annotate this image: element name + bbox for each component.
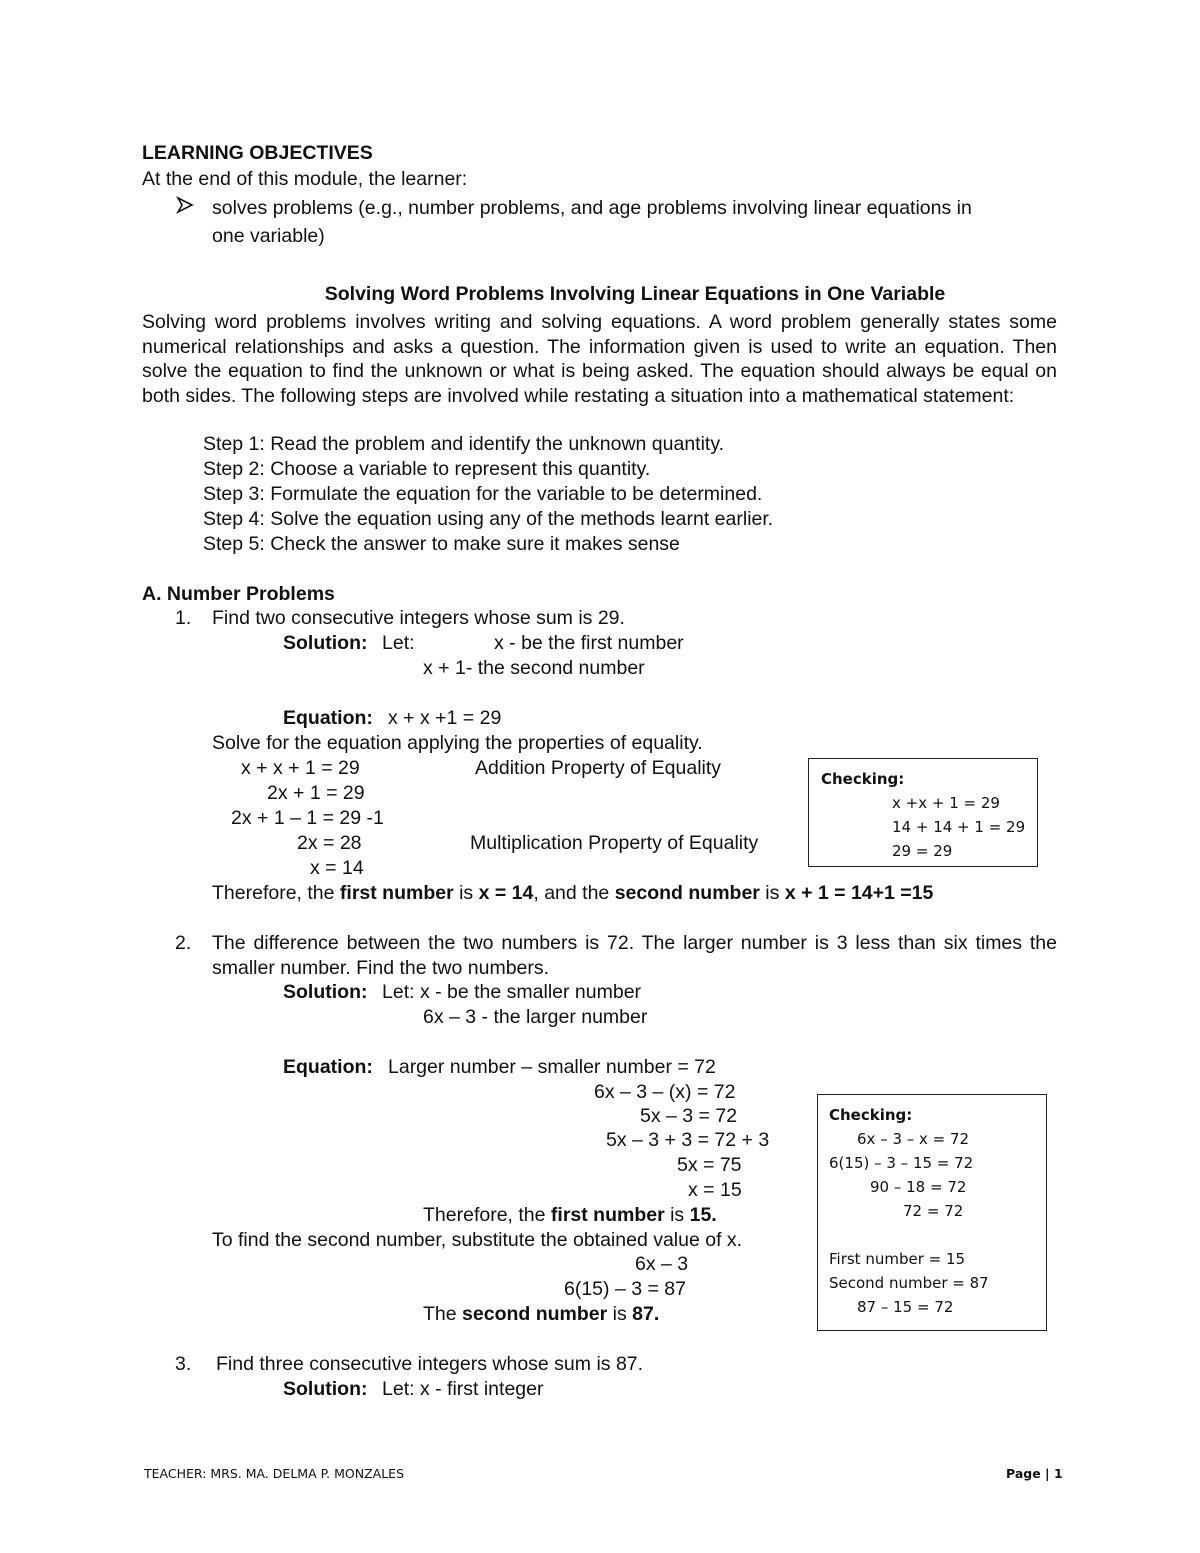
p2-work-5: x = 15 <box>688 1179 742 1201</box>
p2-check-line-5: First number = 15 <box>829 1250 966 1268</box>
p2-substitute-note: To find the second number, substitute the obtained value of x. <box>212 1229 743 1251</box>
p2-check-line-2: 6(15) – 3 – 15 = 72 <box>829 1154 974 1172</box>
p3-let: Let: x - first integer <box>382 1378 544 1400</box>
p1-check-line-1: x +x + 1 = 29 <box>892 794 1000 812</box>
p2-work-2: 5x – 3 = 72 <box>640 1105 738 1127</box>
p1-equation-label: Equation: <box>283 707 373 729</box>
p1-work-4: 2x = 28 <box>297 832 362 854</box>
p1-work-2: 2x + 1 = 29 <box>267 782 365 804</box>
p2-check-line-3: 90 – 18 = 72 <box>870 1178 967 1196</box>
arrow-bullet-icon <box>176 196 194 221</box>
footer-page-label: Page <box>1006 1466 1041 1481</box>
p1-solution-label: Solution: <box>283 632 368 654</box>
footer-page-number: 1 <box>1053 1466 1063 1481</box>
p2-check-line-7: 87 – 15 = 72 <box>857 1298 954 1316</box>
p2-therefore-second: The second number is 87. <box>423 1303 660 1325</box>
p2-number: 2. <box>175 932 192 954</box>
p2-sub-work-2: 6(15) – 3 = 87 <box>564 1278 686 1300</box>
p2-checking-box <box>817 1094 1047 1331</box>
p2-work-4: 5x = 75 <box>677 1154 742 1176</box>
p2-work-3: 5x – 3 + 3 = 72 + 3 <box>606 1129 770 1151</box>
p2-equation-label: Equation: <box>283 1056 373 1078</box>
p1-check-line-3: 29 = 29 <box>892 842 953 860</box>
p1-prop-mult: Multiplication Property of Equality <box>470 832 759 854</box>
p3-solution-label: Solution: <box>283 1378 368 1400</box>
step-3: Step 3: Formulate the equation for the variable to be determined. <box>203 483 763 505</box>
step-4: Step 4: Solve the equation using any of the methods learnt earlier. <box>203 508 774 530</box>
step-5: Step 5: Check the answer to make sure it makes sense <box>203 533 680 555</box>
p2-checking-title: Checking: <box>829 1106 913 1124</box>
p2-check-line-1: 6x – 3 – x = 72 <box>857 1130 970 1148</box>
footer-teacher: TEACHER: MRS. MA. DELMA P. MONZALES <box>144 1466 405 1481</box>
p1-therefore: Therefore, the first number is x = 14, and the second number is x + 1 = 14+1 =15 <box>212 882 934 904</box>
p1-let-x1: x + 1- the second number <box>423 657 645 679</box>
objectives-intro: At the end of this module, the learner: <box>142 168 468 190</box>
objective-text-line2: one variable) <box>212 225 325 247</box>
p1-checking-title: Checking: <box>821 770 905 788</box>
objectives-heading: LEARNING OBJECTIVES <box>142 142 373 164</box>
p1-work-3: 2x + 1 – 1 = 29 -1 <box>231 807 384 829</box>
p1-text: Find two consecutive integers whose sum is 29. <box>212 607 625 629</box>
p1-number: 1. <box>175 607 192 629</box>
p2-text: The difference between the two numbers is 72. The larger number is 3 less than six times the smaller number. Find the two numbers. <box>212 932 1057 979</box>
p1-check-line-2: 14 + 14 + 1 = 29 <box>892 818 1026 836</box>
step-1: Step 1: Read the problem and identify the unknown quantity. <box>203 433 725 455</box>
p2-sub-work-1: 6x – 3 <box>635 1253 689 1275</box>
p3-text: Find three consecutive integers whose sum is 87. <box>216 1353 644 1375</box>
p2-check-line-4: 72 = 72 <box>903 1202 964 1220</box>
objective-text-line1: solves problems (e.g., number problems, and age problems involving linear equations in <box>212 197 972 219</box>
step-2: Step 2: Choose a variable to represent this quantity. <box>203 458 651 480</box>
p1-work-1: x + x + 1 = 29 <box>241 757 360 779</box>
p1-prop-add: Addition Property of Equality <box>475 757 722 779</box>
p1-equation: x + x +1 = 29 <box>388 707 502 729</box>
footer-page <box>1006 1466 1063 1481</box>
p1-let-x: x - be the first number <box>494 632 684 654</box>
lesson-paragraph: Solving word problems involves writing and solving equations. A word problem generally states some numerical relationships and asks a question. The information given is used to write an equation. Then solve the equation to find the unknown or what is being asked. The equation should always be equal on both sides. The following steps are involved while restating a situation into a mathematical statement: <box>142 311 1057 407</box>
p1-solve-note: Solve for the equation applying the properties of equality. <box>212 732 703 754</box>
p2-therefore-first: Therefore, the first number is 15. <box>423 1204 717 1226</box>
p2-let-larger: 6x – 3 - the larger number <box>423 1006 648 1028</box>
p2-work-1: 6x – 3 – (x) = 72 <box>594 1081 736 1103</box>
p1-let-label: Let: <box>382 632 415 654</box>
p2-let: Let: x - be the smaller number <box>382 981 642 1003</box>
p2-check-line-6: Second number = 87 <box>829 1274 989 1292</box>
p1-checking-box <box>808 758 1038 867</box>
p1-work-5: x = 14 <box>310 857 364 879</box>
p3-number: 3. <box>175 1353 192 1375</box>
footer-page-separator: | <box>1045 1466 1050 1481</box>
lesson-title: Solving Word Problems Involving Linear Equations in One Variable <box>324 283 946 305</box>
p2-equation: Larger number – smaller number = 72 <box>388 1056 716 1078</box>
section-a-heading: A. Number Problems <box>142 583 335 605</box>
p2-solution-label: Solution: <box>283 981 368 1003</box>
